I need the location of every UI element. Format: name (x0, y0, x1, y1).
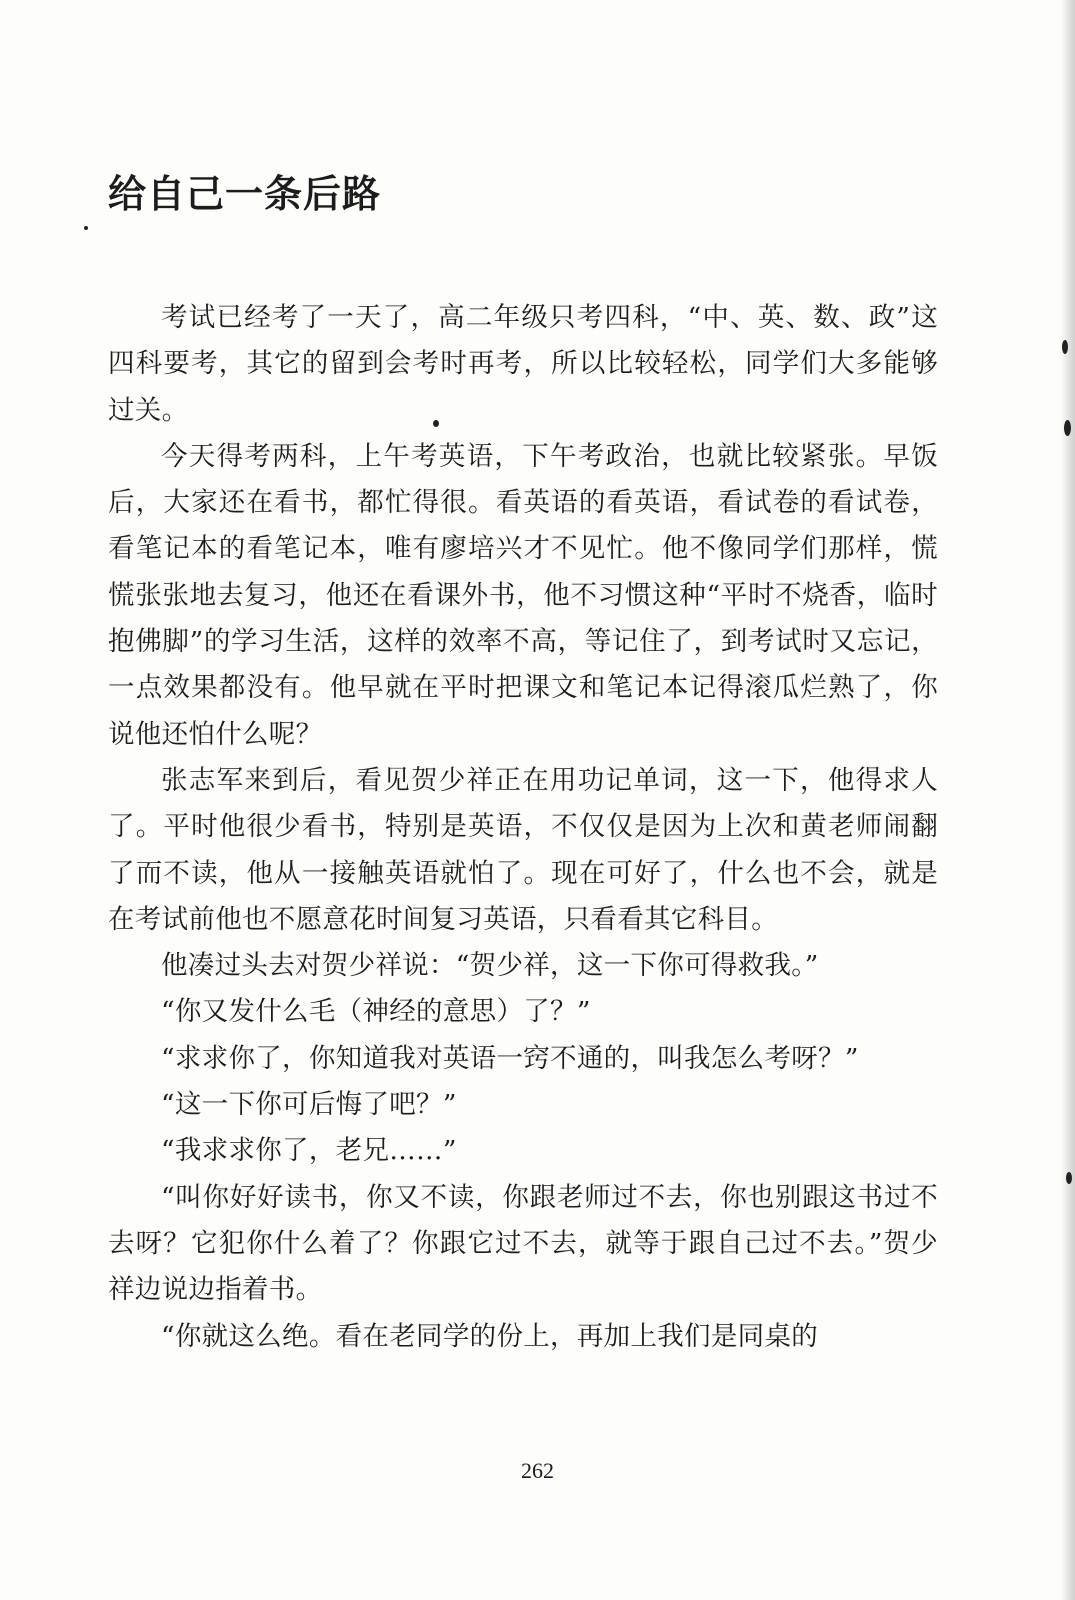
page-edge-shadow (1061, 0, 1075, 1600)
page-number: 262 (521, 1458, 554, 1483)
paragraph: 他凑过头去对贺少祥说：“贺少祥，这一下你可得救我。” (161, 950, 819, 982)
scan-speck (1066, 1172, 1072, 1184)
paragraph: 张志军来到后，看见贺少祥正在用功记单词，这一下，他得求人了。平时他很少看书，特别是英语，不仅仅是因为上次和黄老师闹翻了而不读，他从一接触英语就怕了。现在可好了，什么也不会，就是在考试前他也不愿意花时间复习英语，只看看其它科目。 (108, 764, 938, 935)
body-text (108, 295, 938, 1360)
paragraph: “你就这么绝。看在老同学的份上，再加上我们是同桌的 (161, 1320, 819, 1352)
paragraph: 今天得考两科，上午考英语，下午考政治，也就比较紧张。早饭后，大家还在看书，都忙得很。看英语的看英语，看试卷的看试卷，看笔记本的看笔记本，唯有廖培兴才不见忙。他不像同学们那样，慌慌张张地去复习，他还在看课外书，他不习惯这种“平时不烧香，临时抱佛脚”的学习生活，这样的效率不高，等记住了，到考试时又忘记，一点效果都没有。他早就在平时把课文和笔记本记得滚瓜烂熟了，你说他还怕什么呢？ (108, 440, 938, 750)
paragraph: “我求求你了，老兄……” (161, 1135, 457, 1167)
paragraph: “这一下你可后悔了吧？” (161, 1089, 457, 1121)
paragraph: “你又发什么毛（神经的意思）了？” (161, 996, 591, 1028)
paragraph: “叫你好好读书，你又不读，你跟老师过不去，你也别跟这书过不去呀？它犯你什么着了？你跟它过不去，就等于跟自己过不去。”贺少祥边说边指着书。 (108, 1181, 938, 1306)
paragraph: 考试已经考了一天了，高二年级只考四科，“中、英、数、政”这四科要考，其它的留到会考时再考，所以比较轻松，同学们大多能够过关。 (108, 302, 938, 426)
chapter-title: 给自己一条后路 (108, 172, 382, 216)
scan-speck (84, 226, 88, 230)
paragraph: “求求你了，你知道我对英语一窍不通的，叫我怎么考呀？” (161, 1042, 859, 1074)
scan-speck (1062, 340, 1068, 354)
scan-speck (1064, 420, 1071, 436)
